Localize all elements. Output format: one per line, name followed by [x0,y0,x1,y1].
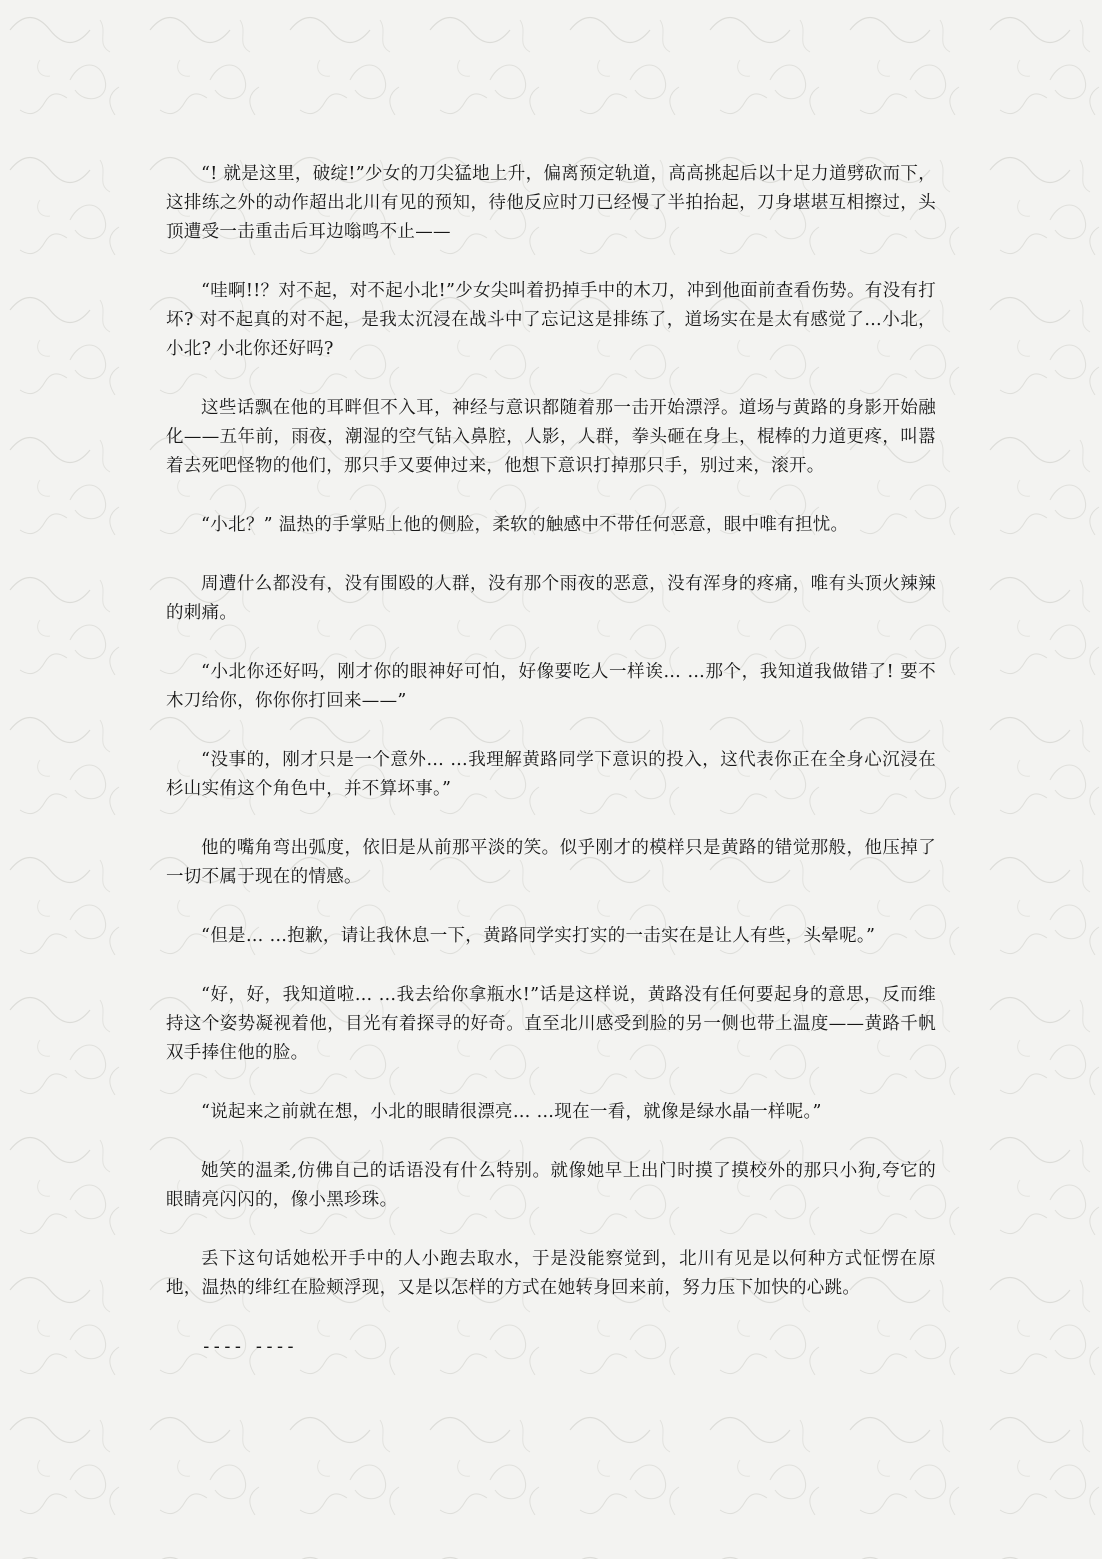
paragraph: 她笑的温柔,仿佛自己的话语没有什么特别。就像她早上出门时摸了摸校外的那只小狗,夸它的眼睛亮闪闪的，像小黑珍珠。 [166,1161,936,1210]
paragraph: “但是… …抱歉，请让我休息一下，黄路同学实打实的一击实在是让人有些，头晕呢。” [201,926,876,946]
paragraph: 周遭什么都没有，没有围殴的人群，没有那个雨夜的恶意，没有浑身的疼痛，唯有头顶火辣辣的刺痛。 [166,574,936,623]
paragraph: 他的嘴角弯出弧度，依旧是从前那平淡的笑。似乎刚才的模样只是黄路的错觉那般，他压掉了一切不属于现在的情感。 [166,838,936,887]
paragraph: 这些话飘在他的耳畔但不入耳，神经与意识都随着那一击开始漂浮。道场与黄路的身影开始融化——五年前，雨夜，潮湿的空气钻入鼻腔，人影，人群，拳头砸在身上，棍棒的力道更疼，叫嚣着去死吧怪物的他们，那只手又要伸过来，他想下意识打掉那只手，别过来，滚开。 [166,398,936,476]
paragraph: “小北？” 温热的手掌贴上他的侧脸，柔软的触感中不带任何恶意，眼中唯有担忧。 [201,515,849,535]
paragraph: “好，好，我知道啦… …我去给你拿瓶水!”话是这样说，黄路没有任何要起身的意思，反而维持这个姿势凝视着他，目光有着探寻的好奇。直至北川感受到脸的另一侧也带上温度——黄路千帆双手捧住他的脸。 [166,985,936,1063]
paragraph: “说起来之前就在想，小北的眼睛很漂亮… …现在一看，就像是绿水晶一样呢。” [201,1102,822,1122]
paragraph: “没事的，刚才只是一个意外… …我理解黄路同学下意识的投入，这代表你正在全身心沉浸在杉山实侑这个角色中，并不算坏事。” [166,750,936,799]
paragraph: “! 就是这里，破绽!”少女的刀尖猛地上升，偏离预定轨道，高高挑起后以十足力道劈砍而下，这排练之外的动作超出北川有见的预知，待他反应时刀已经慢了半拍抬起，刀身堪堪互相擦过，头顶遭受一击重击后耳边嗡鸣不止—— [166,164,936,242]
paragraph: 丢下这句话她松开手中的人小跑去取水，于是没能察觉到，北川有见是以何种方式怔愣在原地，温热的绯红在脸颊浮现，又是以怎样的方式在她转身回来前，努力压下加快的心跳。 [166,1249,936,1298]
document-body [166,160,936,1362]
paragraph: “哇啊!!？对不起，对不起小北!”少女尖叫着扔掉手中的木刀，冲到他面前查看伤势。有没有打坏? 对不起真的对不起，是我太沉浸在战斗中了忘记这是排练了，道场实在是太有感觉了…小北，小北? 小北你还好吗? [166,281,936,359]
section-divider: ---- ---- [201,1337,296,1357]
paragraph: “小北你还好吗，刚才你的眼神好可怕，好像要吃人一样诶… …那个，我知道我做错了! 要不木刀给你，你你你打回来——” [166,662,936,711]
